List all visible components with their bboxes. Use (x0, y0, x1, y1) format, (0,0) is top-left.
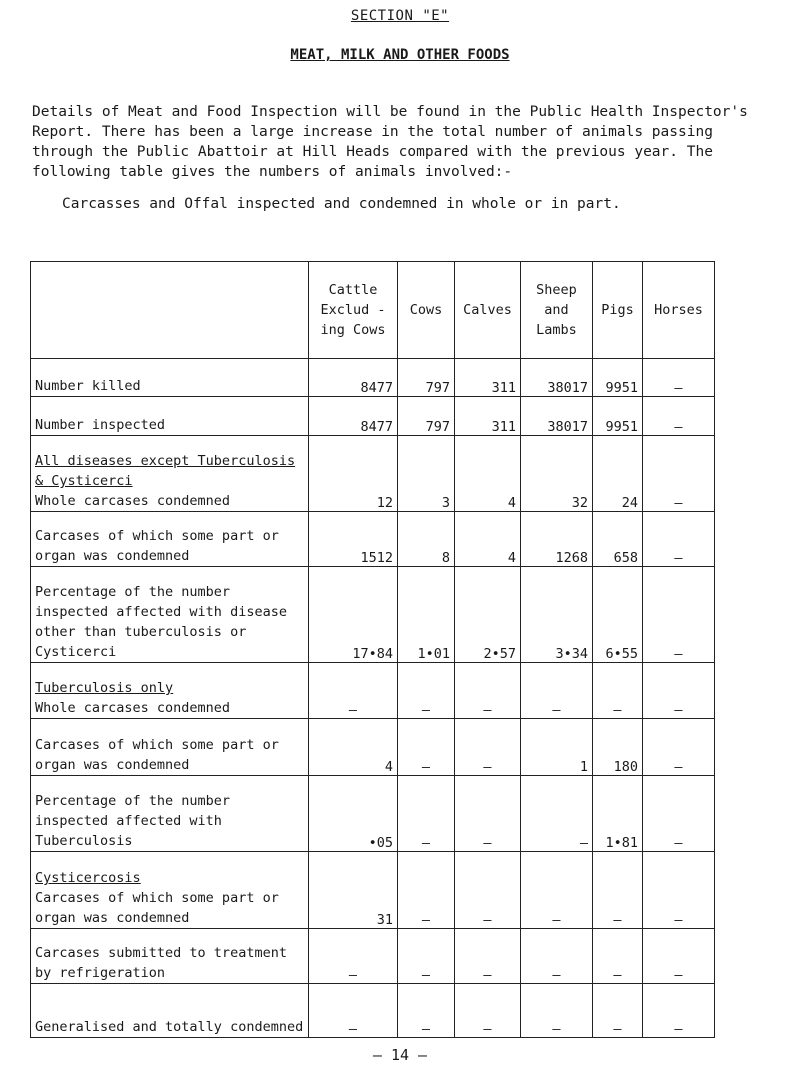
cell-value: 3•34 (521, 567, 593, 663)
cell-value: 32 (521, 436, 593, 512)
cell-value: – (521, 663, 593, 719)
cell-value: – (455, 852, 521, 929)
row-label (31, 852, 309, 929)
table-row (31, 776, 715, 852)
cell-value: 1•01 (398, 567, 455, 663)
cell-value: – (643, 984, 715, 1038)
cell-value: 24 (593, 436, 643, 512)
cell-value: – (593, 984, 643, 1038)
cell-value: 4 (455, 436, 521, 512)
group-heading: All diseases except Tuberculosis & Cysticerci (35, 453, 296, 489)
table-row (31, 359, 715, 397)
column-header: Horses (643, 262, 715, 359)
cell-value: – (521, 852, 593, 929)
column-header: Pigs (593, 262, 643, 359)
cell-value: 8477 (309, 359, 398, 397)
cell-value: – (455, 663, 521, 719)
table-caption: Carcasses and Offal inspected and condemned in whole or in part. (62, 196, 621, 212)
cell-value: 1512 (309, 512, 398, 567)
cell-value: 4 (455, 512, 521, 567)
cell-value: – (643, 397, 715, 436)
column-header: Cows (398, 262, 455, 359)
row-label: Generalised and totally condemned (31, 984, 309, 1038)
cell-value: – (643, 436, 715, 512)
cell-value: – (521, 984, 593, 1038)
intro-paragraph: Details of Meat and Food Inspection will be found in the Public Health Inspector's Report. There has been a large increase in the total number of animals passing through the Public Abattoir at Hill Heads compared with the previous year. The following table gives the numbers of animals involved:- (32, 103, 748, 180)
inspection-table (30, 261, 715, 1038)
cell-value: 9951 (593, 397, 643, 436)
cell-value: 38017 (521, 397, 593, 436)
section-heading: SECTION "E" (350, 8, 450, 24)
cell-value: – (521, 776, 593, 852)
group-heading: Cysticercosis (35, 870, 141, 886)
cell-value: – (455, 984, 521, 1038)
column-header: Sheep and Lambs (521, 262, 593, 359)
page-title: MEAT, MILK AND OTHER FOODS (290, 47, 510, 63)
cell-value: 180 (593, 719, 643, 776)
cell-value: – (398, 776, 455, 852)
cell-value: – (643, 359, 715, 397)
cell-value: – (593, 929, 643, 984)
cell-value: – (455, 719, 521, 776)
cell-value: – (643, 663, 715, 719)
group-heading: Tuberculosis only (35, 680, 174, 696)
cell-value: 6•55 (593, 567, 643, 663)
cell-value: – (455, 776, 521, 852)
cell-value: 2•57 (455, 567, 521, 663)
cell-value: – (593, 663, 643, 719)
row-label-text: Carcases of which some part or organ was condemned (35, 890, 279, 926)
cell-value: 38017 (521, 359, 593, 397)
cell-value: 12 (309, 436, 398, 512)
cell-value: – (309, 929, 398, 984)
row-label-text: Whole carcases condemned (35, 700, 231, 716)
cell-value: 797 (398, 397, 455, 436)
cell-value: – (643, 852, 715, 929)
cell-value: 797 (398, 359, 455, 397)
row-label: Carcases submitted to treatment by refrigeration (31, 929, 309, 984)
cell-value: •05 (309, 776, 398, 852)
cell-value: – (643, 719, 715, 776)
row-label: Number inspected (31, 397, 309, 436)
cell-value: – (643, 512, 715, 567)
row-label (31, 436, 309, 512)
cell-value: 1268 (521, 512, 593, 567)
cell-value: – (398, 929, 455, 984)
table-row (31, 719, 715, 776)
cell-value: 311 (455, 397, 521, 436)
cell-value: – (309, 663, 398, 719)
table-row (31, 984, 715, 1038)
column-header: Cattle Exclud -ing Cows (309, 262, 398, 359)
cell-value: 3 (398, 436, 455, 512)
table-row (31, 512, 715, 567)
cell-value: – (593, 852, 643, 929)
cell-value: – (309, 984, 398, 1038)
column-header: Calves (455, 262, 521, 359)
row-label: Percentage of the number inspected affected with Tuberculosis (31, 776, 309, 852)
row-label-text: Whole carcases condemned (35, 493, 231, 509)
cell-value: 8 (398, 512, 455, 567)
table-row (31, 663, 715, 719)
cell-value: 1 (521, 719, 593, 776)
cell-value: 17•84 (309, 567, 398, 663)
cell-value: – (455, 929, 521, 984)
page-number: – 14 – (372, 1046, 428, 1064)
cell-value: 8477 (309, 397, 398, 436)
cell-value: 1•81 (593, 776, 643, 852)
table-header-row (31, 262, 715, 359)
row-label: Carcases of which some part or organ was condemned (31, 719, 309, 776)
cell-value: – (398, 984, 455, 1038)
cell-value: – (398, 719, 455, 776)
cell-value: – (643, 567, 715, 663)
row-label: Number killed (31, 359, 309, 397)
cell-value: 4 (309, 719, 398, 776)
cell-value: 658 (593, 512, 643, 567)
table-row (31, 852, 715, 929)
cell-value: 31 (309, 852, 398, 929)
cell-value: 9951 (593, 359, 643, 397)
table-row (31, 929, 715, 984)
row-label (31, 663, 309, 719)
row-label: Carcases of which some part or organ was condemned (31, 512, 309, 567)
cell-value: 311 (455, 359, 521, 397)
table-row (31, 567, 715, 663)
row-label: Percentage of the number inspected affected with disease other than tuberculosis or Cysticerci (31, 567, 309, 663)
cell-value: – (643, 929, 715, 984)
cell-value: – (398, 852, 455, 929)
cell-value: – (521, 929, 593, 984)
header-blank (31, 262, 309, 359)
table-row (31, 436, 715, 512)
cell-value: – (643, 776, 715, 852)
cell-value: – (398, 663, 455, 719)
table-row (31, 397, 715, 436)
